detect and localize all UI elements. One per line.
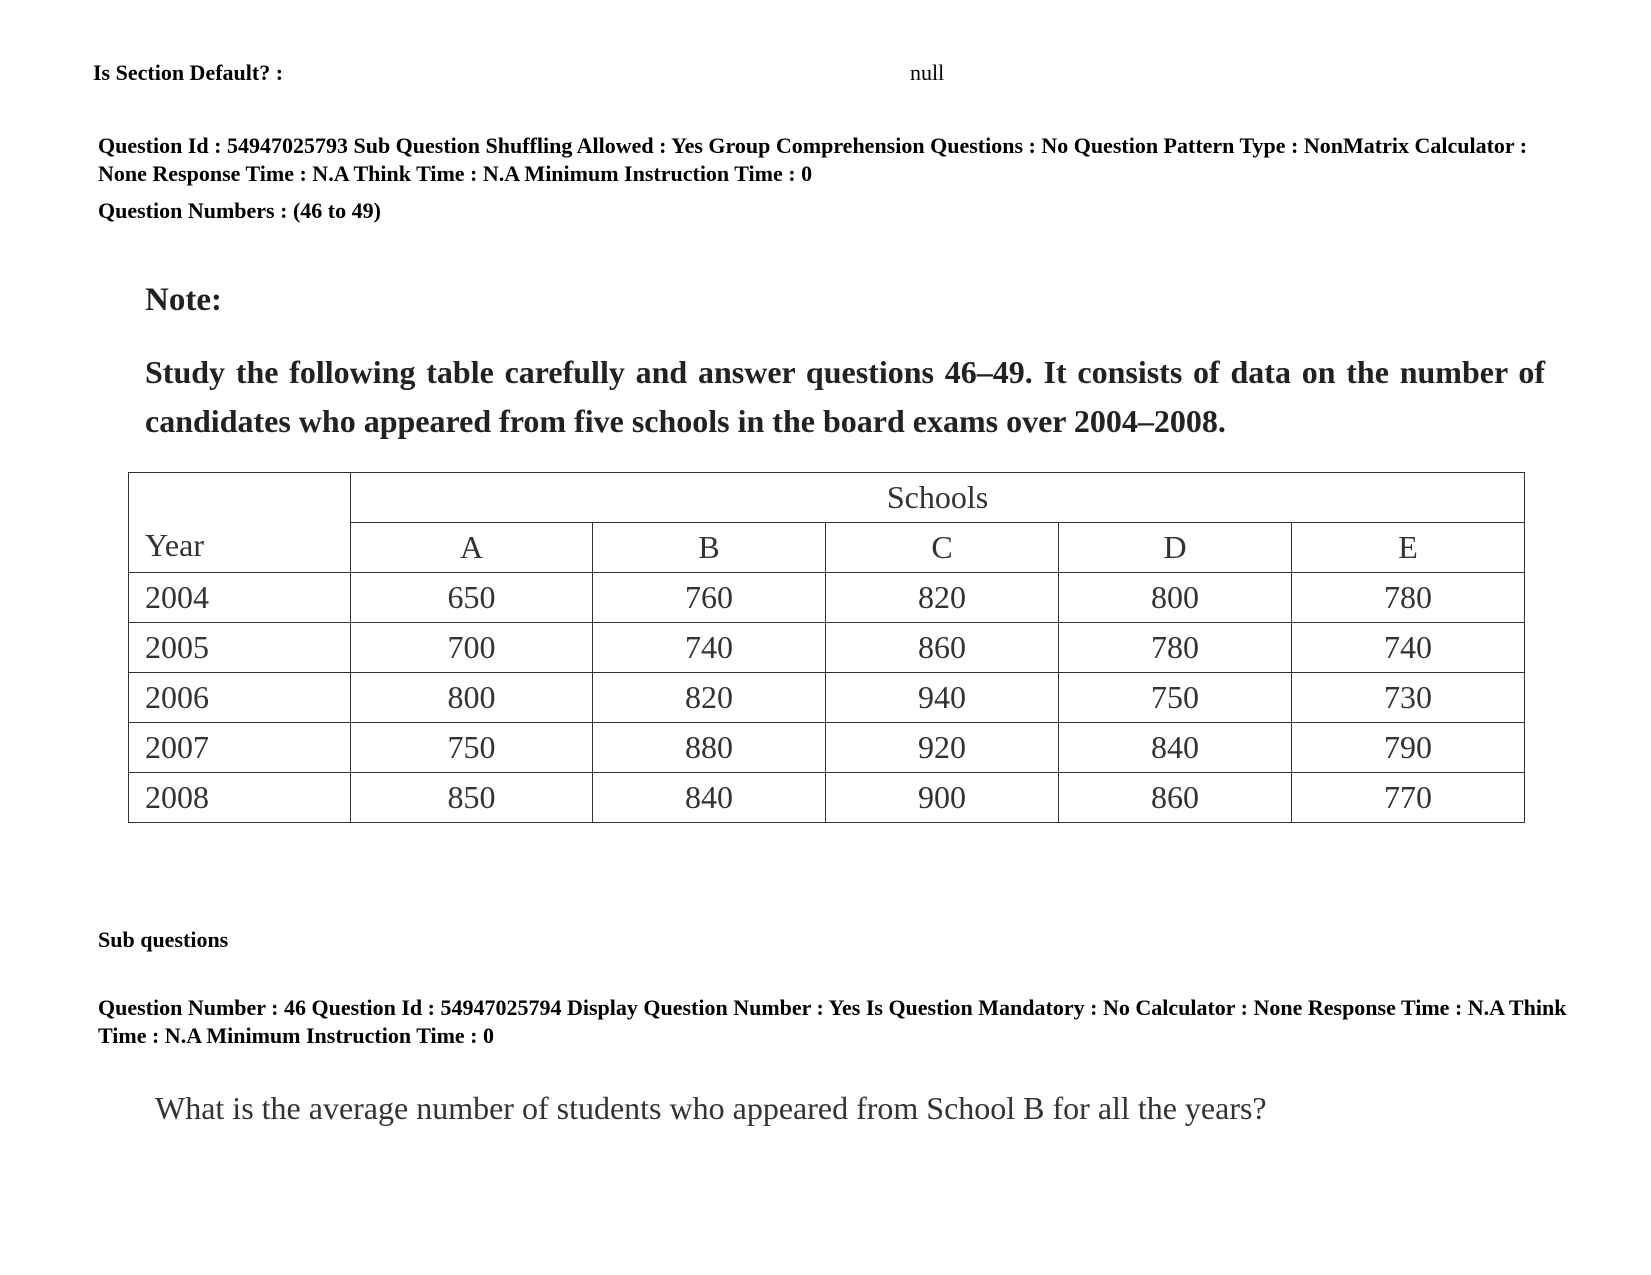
table-row [129, 673, 1525, 723]
year-cell: 2004 [129, 573, 351, 623]
sub-questions-heading: Sub questions [98, 927, 229, 952]
year-column-header: Year [129, 473, 351, 573]
table-row [129, 723, 1525, 773]
sub-question-info: Question Number : 46 Question Id : 54947025794 Display Question Number : Yes Is Question Mandatory : No Calculator : None Response Time : N.A Think Time : N.A Minimum Instruction Time : 0 [98, 995, 1567, 1048]
question-numbers: Question Numbers : (46 to 49) [98, 198, 381, 223]
value-cell: 760 [593, 573, 826, 623]
section-default-value: null [910, 60, 945, 85]
value-cell: 920 [826, 723, 1059, 773]
value-cell: 840 [593, 773, 826, 823]
year-cell: 2008 [129, 773, 351, 823]
value-cell: 820 [826, 573, 1059, 623]
value-cell: 940 [826, 673, 1059, 723]
year-cell: 2007 [129, 723, 351, 773]
value-cell: 750 [1059, 673, 1292, 723]
table-row [129, 773, 1525, 823]
value-cell: 750 [351, 723, 593, 773]
year-cell: 2005 [129, 623, 351, 673]
value-cell: 800 [1059, 573, 1292, 623]
value-cell: 770 [1292, 773, 1525, 823]
value-cell: 740 [593, 623, 826, 673]
value-cell: 800 [351, 673, 593, 723]
note-title: Note: [145, 282, 222, 318]
value-cell: 850 [351, 773, 593, 823]
value-cell: 780 [1059, 623, 1292, 673]
value-cell: 860 [826, 623, 1059, 673]
school-column-header: D [1059, 523, 1292, 573]
value-cell: 790 [1292, 723, 1525, 773]
value-cell: 730 [1292, 673, 1525, 723]
table-header-row [129, 473, 1525, 523]
question-info: Question Id : 54947025793 Sub Question Shuffling Allowed : Yes Group Comprehension Questions : No Question Pattern Type : NonMatrix Calculator : None Response Time : N.A Think Time : N.A Minimum Instruction Time : 0 [98, 133, 1528, 186]
value-cell: 820 [593, 673, 826, 723]
value-cell: 650 [351, 573, 593, 623]
value-cell: 860 [1059, 773, 1292, 823]
school-column-header: B [593, 523, 826, 573]
note-body: Study the following table carefully and answer questions 46–49. It consists of data on the number of candidates who appeared from five schools in the board exams over 2004–2008. [145, 354, 1545, 439]
value-cell: 700 [351, 623, 593, 673]
value-cell: 780 [1292, 573, 1525, 623]
school-column-header: E [1292, 523, 1525, 573]
school-data-table [128, 472, 1525, 823]
school-column-header: C [826, 523, 1059, 573]
value-cell: 880 [593, 723, 826, 773]
value-cell: 840 [1059, 723, 1292, 773]
year-cell: 2006 [129, 673, 351, 723]
value-cell: 740 [1292, 623, 1525, 673]
value-cell: 900 [826, 773, 1059, 823]
table-row [129, 623, 1525, 673]
section-default-label: Is Section Default? : [93, 60, 284, 85]
school-column-header: A [351, 523, 593, 573]
question-text: What is the average number of students who appeared from School B for all the years? [155, 1090, 1267, 1126]
table-row [129, 573, 1525, 623]
schools-group-header: Schools [351, 473, 1525, 523]
